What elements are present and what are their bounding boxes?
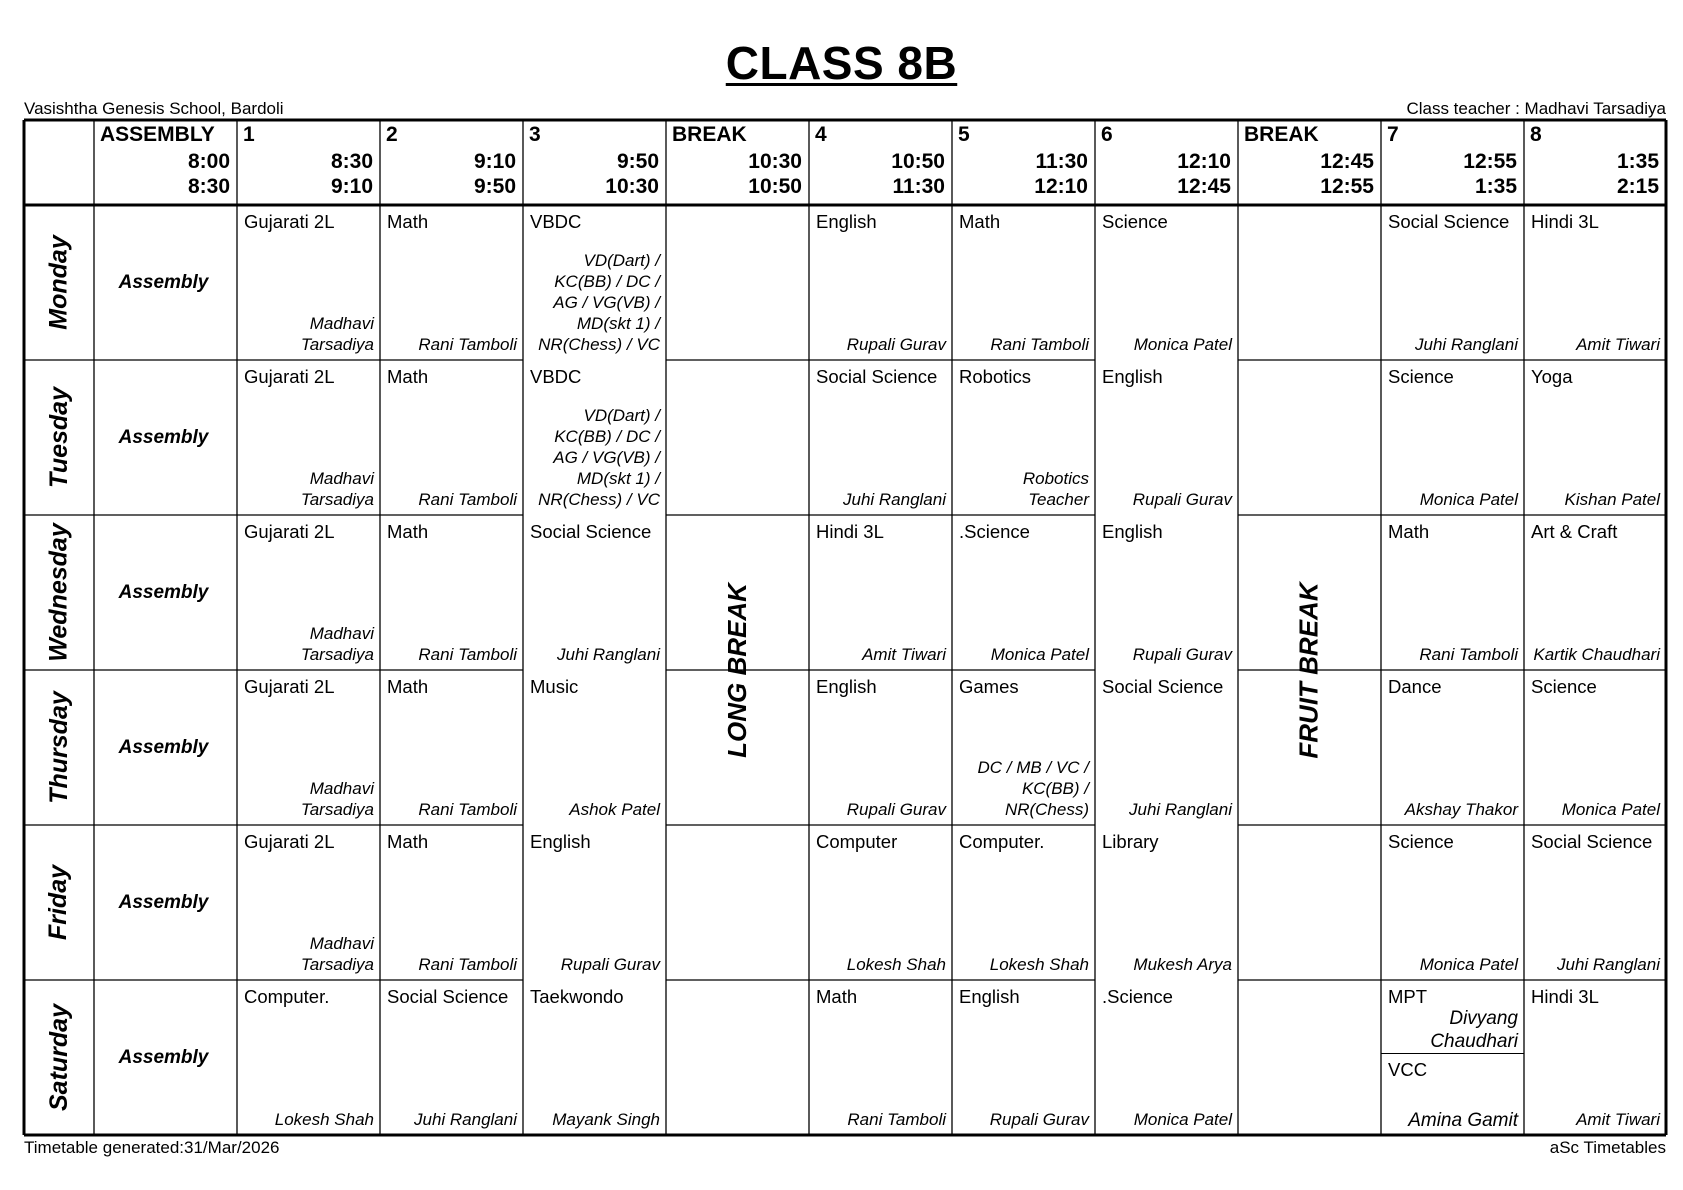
assembly-label: Assembly: [118, 271, 209, 293]
day-label: [24, 825, 94, 980]
day-label-wrap: [24, 205, 94, 360]
lesson-teacher: Monica Patel: [1561, 800, 1660, 819]
lesson-subject: Yoga: [1531, 366, 1573, 387]
lesson-subject: Gujarati 2L: [244, 211, 335, 232]
lesson-teacher: Rani Tamboli: [1419, 645, 1518, 664]
lesson-teacher: Rupali Gurav: [1132, 490, 1232, 509]
lesson-teacher: VD(Dart) / KC(BB) / DC / AG / VG(VB) / MD(skt 1) / NR(Chess) / VC: [538, 251, 660, 354]
lesson-teacher: Kartik Chaudhari: [1533, 645, 1660, 664]
lesson-subject: Hindi 3L: [1531, 211, 1599, 232]
lesson-teacher: Amit Tiwari: [1576, 335, 1660, 354]
lesson-teacher: Juhi Ranglani: [842, 490, 946, 509]
lesson-subject: Gujarati 2L: [244, 831, 335, 852]
break-label: LONG BREAK: [722, 582, 752, 758]
lesson-teacher: Rani Tamboli: [418, 490, 517, 509]
lesson-subject: Computer.: [244, 986, 330, 1007]
class-teacher: Class teacher : Madhavi Tarsadiya: [1406, 99, 1666, 118]
lesson-cell[interactable]: [237, 670, 380, 825]
lesson-subject: English: [959, 986, 1020, 1007]
lesson-teacher: VD(Dart) / KC(BB) / DC / AG / VG(VB) / MD(skt 1) / NR(Chess) / VC: [538, 406, 660, 509]
lesson-subject: Social Science: [1102, 676, 1224, 697]
lesson-teacher: Rani Tamboli: [990, 335, 1089, 354]
lesson-cell[interactable]: [237, 825, 380, 980]
lesson-teacher: Madhavi Tarsadiya: [300, 469, 374, 509]
day-label-wrap: [24, 515, 94, 670]
period-start-time: 12:45: [1320, 150, 1374, 173]
period-header: [1381, 120, 1524, 205]
lesson-subject: .Science: [959, 521, 1030, 542]
break-label-wrap: [666, 205, 809, 1135]
lesson-cell[interactable]: [1524, 825, 1666, 980]
lesson-cell[interactable]: [1524, 515, 1666, 670]
lesson-subject: Dance: [1388, 676, 1442, 697]
lesson-cell[interactable]: [380, 360, 523, 515]
lesson-teacher: Monica Patel: [1419, 490, 1518, 509]
period-header: [94, 120, 237, 205]
lesson-cell[interactable]: [809, 825, 952, 980]
assembly-cell: [94, 360, 237, 515]
period-end-time: 12:10: [1034, 175, 1088, 198]
lesson-teacher: Rupali Gurav: [846, 800, 946, 819]
period-name: BREAK: [672, 123, 747, 146]
break-column: [666, 205, 809, 1135]
assembly-label: Assembly: [118, 736, 209, 758]
period-end-time: 12:55: [1320, 175, 1374, 198]
lesson-cell[interactable]: [380, 205, 523, 360]
lesson-cell[interactable]: [237, 360, 380, 515]
lesson-cell[interactable]: [1524, 670, 1666, 825]
period-start-time: 10:50: [891, 150, 945, 173]
period-end-time: 9:50: [473, 175, 516, 198]
lesson-teacher: Juhi Ranglani: [413, 1110, 517, 1129]
lesson-cell[interactable]: [1381, 980, 1524, 1135]
lesson-subject: Music: [530, 676, 579, 697]
lesson-teacher: Amit Tiwari: [1576, 1110, 1660, 1129]
lesson-cell[interactable]: [1095, 515, 1238, 670]
lesson-teacher: Juhi Ranglani: [1128, 800, 1232, 819]
period-start-time: 10:30: [748, 150, 802, 173]
lesson-cell[interactable]: [809, 360, 952, 515]
period-name: 5: [958, 123, 970, 146]
day-label: [24, 515, 94, 670]
lesson-subject: Social Science: [1531, 831, 1653, 852]
school-name: Vasishtha Genesis School, Bardoli: [24, 99, 284, 118]
lesson-cell[interactable]: [1381, 825, 1524, 980]
day-name: Thursday: [44, 691, 73, 804]
day-label-wrap: [24, 825, 94, 980]
lesson-subject: Hindi 3L: [1531, 986, 1599, 1007]
lesson-cell[interactable]: [1524, 205, 1666, 360]
lesson-cell[interactable]: [237, 515, 380, 670]
lesson-subject: Social Science: [530, 521, 652, 542]
lesson-subject: Computer: [816, 831, 898, 852]
lesson-teacher: Mukesh Arya: [1133, 955, 1232, 974]
lesson-teacher: Rani Tamboli: [418, 955, 517, 974]
lesson-subject: Math: [959, 211, 1001, 232]
lesson-teacher: Ashok Patel: [569, 800, 660, 819]
assembly-label: Assembly: [118, 891, 209, 913]
page-title: CLASS 8B: [725, 37, 958, 89]
lesson-subject: Art & Craft: [1531, 521, 1618, 542]
lesson-teacher: Juhi Ranglani: [556, 645, 660, 664]
lesson-subject: Social Science: [1388, 211, 1510, 232]
lesson-subject: Library: [1102, 831, 1159, 852]
lesson-subject: VCC: [1388, 1059, 1428, 1080]
period-end-time: 10:50: [748, 175, 802, 198]
lesson-teacher: Lokesh Shah: [274, 1110, 374, 1129]
period-start-time: 9:50: [616, 150, 659, 173]
lesson-cell[interactable]: [1095, 980, 1238, 1135]
lesson-cell[interactable]: [809, 515, 952, 670]
lesson-teacher: Rani Tamboli: [418, 645, 517, 664]
footer-brand: aSc Timetables: [1549, 1138, 1666, 1157]
day-label: [24, 205, 94, 360]
split-divider: [1381, 1053, 1524, 1054]
lesson-cell[interactable]: [809, 670, 952, 825]
lesson-teacher: Amina Gamit: [1408, 1110, 1518, 1131]
generated-date: Timetable generated:31/Mar/2026: [24, 1138, 280, 1157]
break-label: FRUIT BREAK: [1294, 581, 1324, 759]
lesson-teacher: Rani Tamboli: [418, 335, 517, 354]
lesson-teacher: Monica Patel: [1133, 1110, 1232, 1129]
lesson-subject: Science: [1388, 366, 1454, 387]
lesson-subject: Gujarati 2L: [244, 676, 335, 697]
lesson-subject: Math: [387, 521, 429, 542]
lesson-subject: Math: [387, 211, 429, 232]
period-end-time: 1:35: [1474, 175, 1517, 198]
lesson-teacher: Rani Tamboli: [847, 1110, 946, 1129]
lesson-subject: Math: [1388, 521, 1430, 542]
lesson-teacher: Lokesh Shah: [846, 955, 946, 974]
lesson-teacher: DC / MB / VC / KC(BB) / NR(Chess): [977, 758, 1089, 819]
lesson-subject: Science: [1388, 831, 1454, 852]
lesson-teacher: Rupali Gurav: [1132, 645, 1232, 664]
lesson-cell[interactable]: [952, 670, 1095, 825]
day-label-wrap: [24, 360, 94, 515]
assembly-cell: [94, 825, 237, 980]
lesson-subject: Games: [959, 676, 1019, 697]
lesson-cell[interactable]: [1381, 360, 1524, 515]
lesson-subject: Math: [387, 366, 429, 387]
lesson-cell[interactable]: [809, 205, 952, 360]
period-end-time: 8:30: [187, 175, 230, 198]
assembly-label: Assembly: [118, 581, 209, 603]
period-header: [1238, 120, 1381, 205]
period-name: 1: [243, 123, 255, 146]
lesson-cell[interactable]: [952, 980, 1095, 1135]
period-header: [523, 120, 666, 205]
lesson-cell[interactable]: [523, 515, 666, 670]
period-start-time: 8:00: [187, 150, 230, 173]
period-header: [380, 120, 523, 205]
lesson-teacher: Rupali Gurav: [560, 955, 660, 974]
day-name: Wednesday: [44, 523, 73, 662]
lesson-cell[interactable]: [380, 515, 523, 670]
lesson-teacher: Monica Patel: [990, 645, 1089, 664]
period-start-time: 8:30: [330, 150, 373, 173]
lesson-subject: Hindi 3L: [816, 521, 884, 542]
assembly-cell: [94, 980, 237, 1135]
lesson-teacher: Madhavi Tarsadiya: [300, 314, 374, 354]
period-header: [237, 120, 380, 205]
period-header: [1524, 120, 1666, 205]
lesson-cell[interactable]: [237, 980, 380, 1135]
day-label-wrap: [24, 670, 94, 825]
lesson-subject: Gujarati 2L: [244, 366, 335, 387]
period-end-time: 9:10: [330, 175, 373, 198]
period-end-time: 2:15: [1616, 175, 1659, 198]
lesson-teacher: Mayank Singh: [552, 1110, 660, 1129]
period-start-time: 9:10: [473, 150, 516, 173]
day-label: [24, 360, 94, 515]
period-header: [1095, 120, 1238, 205]
lesson-teacher: Divyang Chaudhari: [1430, 1008, 1518, 1052]
lesson-subject: Social Science: [387, 986, 509, 1007]
lesson-cell[interactable]: [523, 205, 666, 360]
lesson-cell[interactable]: [523, 980, 666, 1135]
lesson-subject: Computer.: [959, 831, 1045, 852]
day-label: [24, 980, 94, 1135]
lesson-teacher: Amit Tiwari: [862, 645, 946, 664]
period-name: 8: [1530, 123, 1542, 146]
lesson-subject: Math: [816, 986, 858, 1007]
lesson-cell[interactable]: [1095, 670, 1238, 825]
lesson-cell[interactable]: [523, 670, 666, 825]
lesson-teacher: Juhi Ranglani: [1414, 335, 1518, 354]
break-label-wrap: [1238, 205, 1381, 1135]
lesson-subject: VBDC: [530, 211, 582, 232]
lesson-cell[interactable]: [952, 825, 1095, 980]
period-start-time: 1:35: [1616, 150, 1659, 173]
lesson-teacher: Rupali Gurav: [846, 335, 946, 354]
lesson-cell[interactable]: [1381, 205, 1524, 360]
period-end-time: 10:30: [605, 175, 659, 198]
lesson-teacher: Juhi Ranglani: [1556, 955, 1660, 974]
period-start-time: 12:10: [1177, 150, 1231, 173]
lesson-cell[interactable]: [952, 515, 1095, 670]
day-label-wrap: [24, 980, 94, 1135]
day-name: Friday: [44, 864, 73, 941]
lesson-cell[interactable]: [1524, 980, 1666, 1135]
day-name: Saturday: [44, 1004, 73, 1111]
lesson-subject: .Science: [1102, 986, 1173, 1007]
day-label: [24, 670, 94, 825]
period-header: [809, 120, 952, 205]
assembly-label: Assembly: [118, 1046, 209, 1068]
period-end-time: 12:45: [1177, 175, 1231, 198]
period-start-time: 12:55: [1463, 150, 1517, 173]
lesson-cell[interactable]: [380, 670, 523, 825]
lesson-subject: Science: [1102, 211, 1168, 232]
period-header: [952, 120, 1095, 205]
period-header: [666, 120, 809, 205]
lesson-subject: Science: [1531, 676, 1597, 697]
lesson-cell[interactable]: [952, 360, 1095, 515]
lesson-cell[interactable]: [380, 980, 523, 1135]
lesson-subject: Math: [387, 676, 429, 697]
lesson-subject: Gujarati 2L: [244, 521, 335, 542]
period-name: 4: [815, 123, 827, 146]
lesson-cell[interactable]: [809, 980, 952, 1135]
day-name: Monday: [44, 235, 73, 330]
lesson-cell[interactable]: [523, 360, 666, 515]
day-name: Tuesday: [44, 387, 73, 488]
lesson-subject: English: [1102, 521, 1163, 542]
lesson-subject: English: [816, 676, 877, 697]
lesson-subject: MPT: [1388, 986, 1428, 1007]
lesson-cell[interactable]: [1381, 670, 1524, 825]
period-name: 7: [1387, 123, 1399, 146]
lesson-subject: English: [1102, 366, 1163, 387]
assembly-cell: [94, 515, 237, 670]
period-name: 6: [1101, 123, 1113, 146]
lesson-subject: Social Science: [816, 366, 938, 387]
assembly-cell: [94, 670, 237, 825]
lesson-subject: Robotics: [959, 366, 1031, 387]
lesson-subject: English: [530, 831, 591, 852]
lesson-cell[interactable]: [237, 205, 380, 360]
lesson-teacher: Kishan Patel: [1564, 490, 1660, 509]
lesson-teacher: Madhavi Tarsadiya: [300, 934, 374, 974]
lesson-cell[interactable]: [380, 825, 523, 980]
period-name: ASSEMBLY: [100, 123, 215, 146]
lesson-subject: VBDC: [530, 366, 582, 387]
lesson-cell[interactable]: [523, 825, 666, 980]
assembly-label: Assembly: [118, 426, 209, 448]
period-name: 2: [386, 123, 398, 146]
period-name: 3: [529, 123, 541, 146]
lesson-subject: Math: [387, 831, 429, 852]
lesson-cell[interactable]: [1095, 205, 1238, 360]
lesson-teacher: Monica Patel: [1419, 955, 1518, 974]
break-column: [1238, 205, 1381, 1135]
lesson-subject: Taekwondo: [530, 986, 624, 1007]
period-end-time: 11:30: [892, 175, 945, 198]
lesson-cell[interactable]: [1381, 515, 1524, 670]
lesson-teacher: Madhavi Tarsadiya: [300, 624, 374, 664]
lesson-cell[interactable]: [1524, 360, 1666, 515]
lesson-cell[interactable]: [1095, 825, 1238, 980]
lesson-teacher: Akshay Thakor: [1404, 800, 1518, 819]
lesson-teacher: Madhavi Tarsadiya: [300, 779, 374, 819]
lesson-subject: English: [816, 211, 877, 232]
lesson-teacher: Rani Tamboli: [418, 800, 517, 819]
lesson-teacher: Lokesh Shah: [989, 955, 1089, 974]
period-start-time: 11:30: [1035, 150, 1088, 173]
lesson-cell[interactable]: [952, 205, 1095, 360]
period-name: BREAK: [1244, 123, 1319, 146]
assembly-cell: [94, 205, 237, 360]
lesson-cell[interactable]: [1095, 360, 1238, 515]
lesson-teacher: Robotics Teacher: [1022, 469, 1089, 509]
lesson-teacher: Monica Patel: [1133, 335, 1232, 354]
lesson-teacher: Rupali Gurav: [989, 1110, 1089, 1129]
